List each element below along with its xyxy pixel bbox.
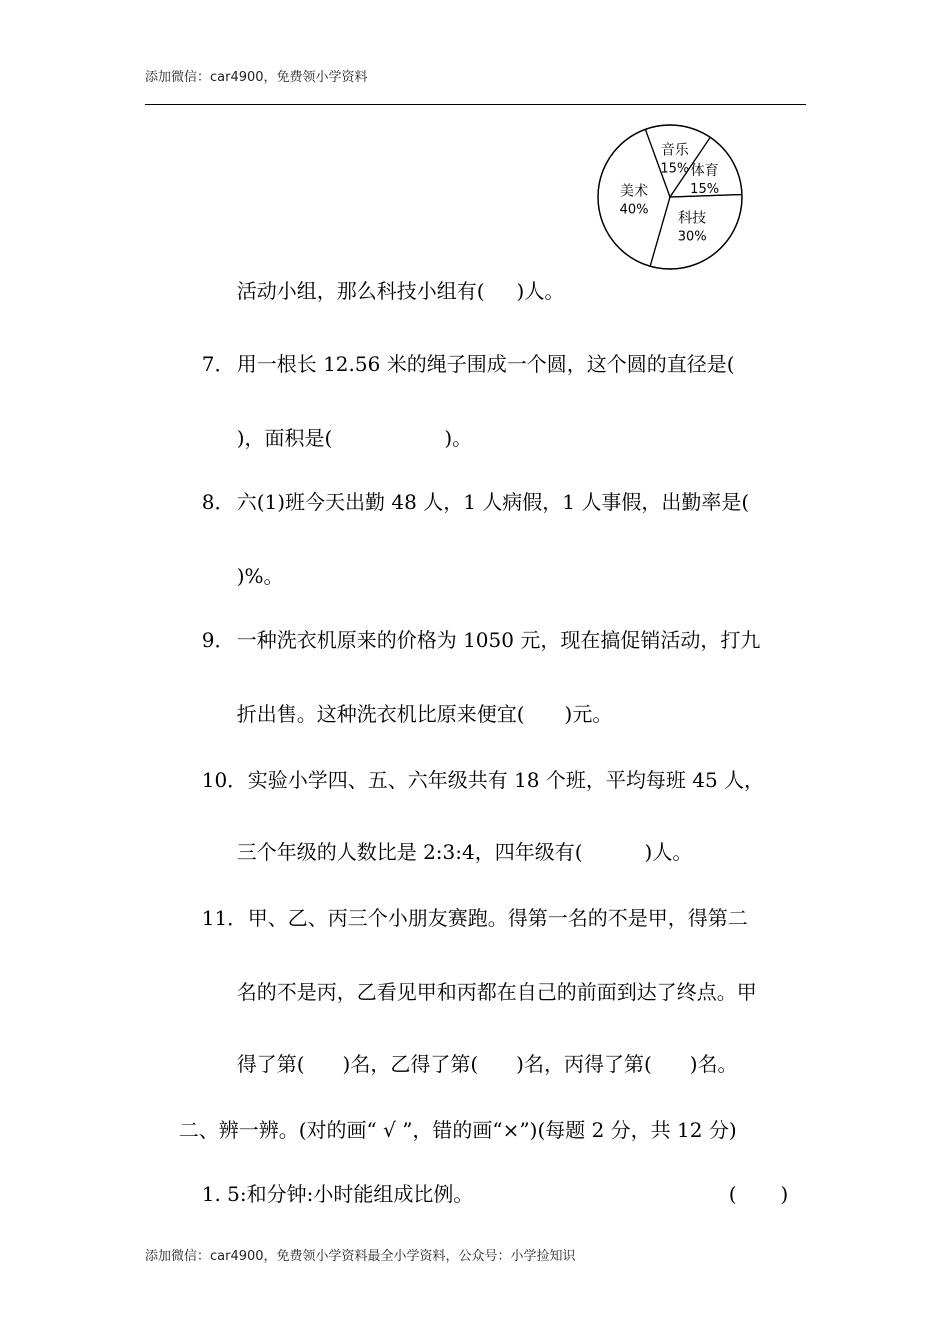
q11-number: 11． [201, 906, 248, 930]
q7-line2-post: )。 [444, 426, 473, 450]
pie-slice-label: 体育 [690, 162, 719, 179]
pie-slice-label: 音乐 [660, 142, 689, 159]
page-header: 添加微信：car4900，免费领小学资料 [145, 70, 368, 85]
q6-tail-pre: 活动小组，那么科技小组有( [236, 279, 485, 303]
q8-line2-text: )%。 [236, 564, 284, 588]
pie-slice-label: 美术 [620, 183, 649, 200]
q8-text: 六(1)班今天出勤 48 人，1 人病假，1 人事假，出勤率是( [236, 490, 750, 514]
s2-q1-paren-close: ) [780, 1182, 789, 1206]
q7-number: 7． [201, 352, 235, 376]
pie-slice-percent: 30% [677, 229, 707, 245]
q7-line1 [189, 325, 735, 377]
q10-number: 10． [201, 768, 248, 792]
q8-line2 [224, 537, 284, 589]
q11-text: 甲、乙、丙三个小朋友赛跑。得第一名的不是甲，得第二 [247, 906, 748, 930]
q7-text: 用一根长 12.56 米的绳子围成一个圆，这个圆的直径是( [236, 352, 735, 376]
page-footer: 添加微信：car4900，免费领小学资料最全小学资料，公众号：小学捡知识 [145, 1249, 576, 1264]
q9-line2-post: )元。 [564, 702, 613, 726]
q8-number: 8． [201, 490, 235, 514]
q10-line1 [189, 741, 764, 793]
q9-number: 9． [201, 628, 235, 652]
q10-text: 实验小学四、五、六年级共有 18 个班，平均每班 45 人， [247, 768, 765, 792]
pie-slice-percent: 15% [690, 181, 720, 197]
pie-chart [594, 121, 746, 273]
header-rule [145, 104, 806, 105]
q11-line3 [224, 1025, 738, 1077]
q11-line3-c: )名，丙得了第( [516, 1052, 652, 1076]
s2-q1-paren-open: ( [728, 1182, 737, 1206]
q11-line2-text: 名的不是丙，乙看见甲和丙都在自己的前面到达了终点。甲 [236, 980, 757, 1004]
pie-slice-percent: 15% [660, 161, 690, 177]
q7-line2 [224, 399, 472, 451]
s2-q1 [189, 1155, 473, 1207]
q9-line2-pre: 折出售。这种洗衣机比原来便宜( [236, 702, 525, 726]
pie-slice-percent: 40% [619, 202, 649, 218]
s2-q1-answer[interactable] [716, 1155, 788, 1207]
q8-line1 [189, 463, 749, 515]
q11-line3-a: 得了第( [236, 1052, 305, 1076]
s2-q1-text: 1. 5:和分钟:小时能组成比例。 [201, 1182, 474, 1206]
pie-slice-label: 科技 [678, 210, 707, 227]
q11-line1 [189, 879, 748, 931]
q6-tail-post: )人。 [516, 279, 565, 303]
q10-line2 [224, 813, 692, 865]
q11-line2 [224, 953, 757, 1005]
q9-line1 [189, 601, 760, 653]
q10-line2-post: )人。 [644, 840, 693, 864]
q11-line3-d: )名。 [689, 1052, 738, 1076]
q11-line3-b: )名，乙得了第( [342, 1052, 479, 1076]
q6-tail [224, 252, 564, 304]
q9-line2 [224, 675, 612, 727]
section2-title-text: 二、辨一辨。(对的画“ √ ”，错的画“×”)(每题 2 分，共 12 分) [178, 1118, 737, 1142]
section2-title [166, 1091, 737, 1143]
q10-line2-pre: 三个年级的人数比是 2:3:4，四年级有( [236, 840, 583, 864]
q7-line2-pre: )，面积是( [236, 426, 333, 450]
q9-text: 一种洗衣机原来的价格为 1050 元，现在搞促销活动，打九 [236, 628, 761, 652]
